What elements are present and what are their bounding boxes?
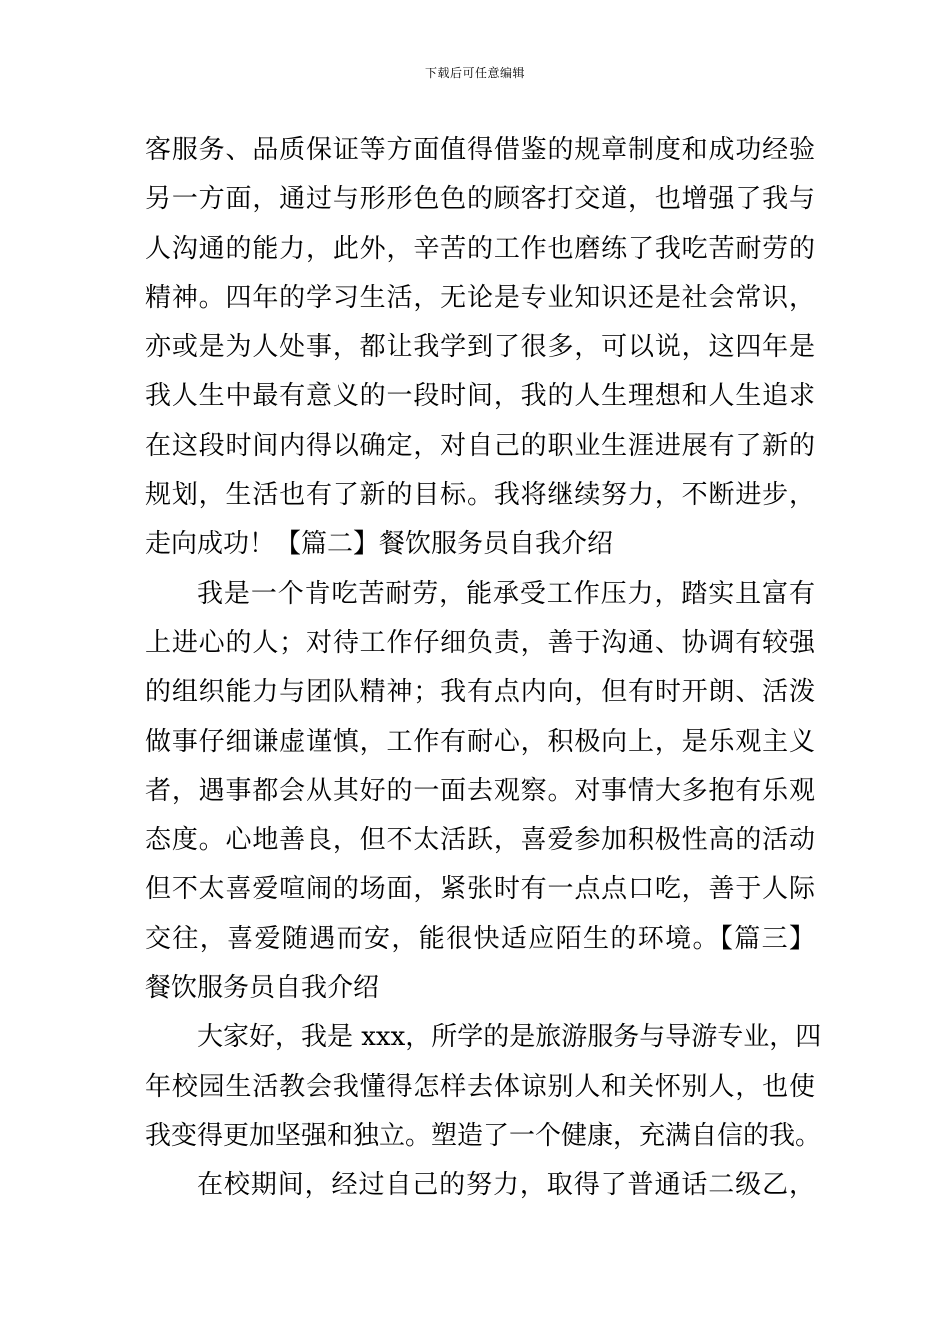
text-line: 另一方面，通过与形形色色的顾客打交道，也增强了我与	[145, 184, 815, 215]
text-line: 规划，生活也有了新的目标。我将继续努力，不断进步，	[145, 480, 815, 511]
paragraph-start-line: 大家好，我是 xxx，所学的是旅游服务与导游专业，四	[197, 1022, 822, 1053]
section-heading-line: 餐饮服务员自我介绍	[145, 973, 380, 1004]
text-line: 我变得更加坚强和独立。塑造了一个健康，充满自信的我。	[145, 1120, 822, 1151]
text-line: 态度。心地善良，但不太活跃，喜爱参加积极性高的活动	[145, 825, 815, 856]
paragraph-start-line: 在校期间，经过自己的努力，取得了普通话二级乙，	[197, 1170, 815, 1201]
page-header: 下载后可任意编辑	[424, 66, 525, 80]
text-line: 精神。四年的学习生活，无论是专业知识还是社会常识，	[145, 282, 815, 313]
text-line: 在这段时间内得以确定，对自己的职业生涯进展有了新的	[145, 430, 815, 461]
text-line: 亦或是为人处事，都让我学到了很多，可以说，这四年是	[145, 332, 815, 363]
text-line: 我人生中最有意义的一段时间，我的人生理想和人生追求	[145, 381, 815, 412]
text-line: 客服务、品质保证等方面值得借鉴的规章制度和成功经验	[145, 135, 815, 165]
text-line: 年校园生活教会我懂得怎样去体谅别人和关怀别人，也使	[145, 1071, 815, 1102]
paragraph-start-line: 我是一个肯吃苦耐劳，能承受工作压力，踏实且富有	[197, 578, 815, 609]
text-line: 做事仔细谦虚谨慎，工作有耐心，积极向上，是乐观主义	[145, 726, 815, 757]
text-line: 的组织能力与团队精神；我有点内向，但有时开朗、活泼	[145, 677, 815, 708]
text-line: 上进心的人；对待工作仔细负责，善于沟通、协调有较强	[145, 627, 815, 658]
text-line: 交往，喜爱随遇而安，能很快适应陌生的环境。【篇三】	[145, 923, 815, 954]
text-line: 但不太喜爱喧闹的场面，紧张时有一点点口吃，善于人际	[145, 874, 815, 905]
document-body	[145, 126, 822, 1211]
text-line: 者，遇事都会从其好的一面去观察。对事情大多抱有乐观	[145, 775, 815, 806]
text-line: 人沟通的能力，此外，辛苦的工作也磨练了我吃苦耐劳的	[145, 233, 815, 264]
text-line: 走向成功！【篇二】餐饮服务员自我介绍	[145, 529, 614, 560]
